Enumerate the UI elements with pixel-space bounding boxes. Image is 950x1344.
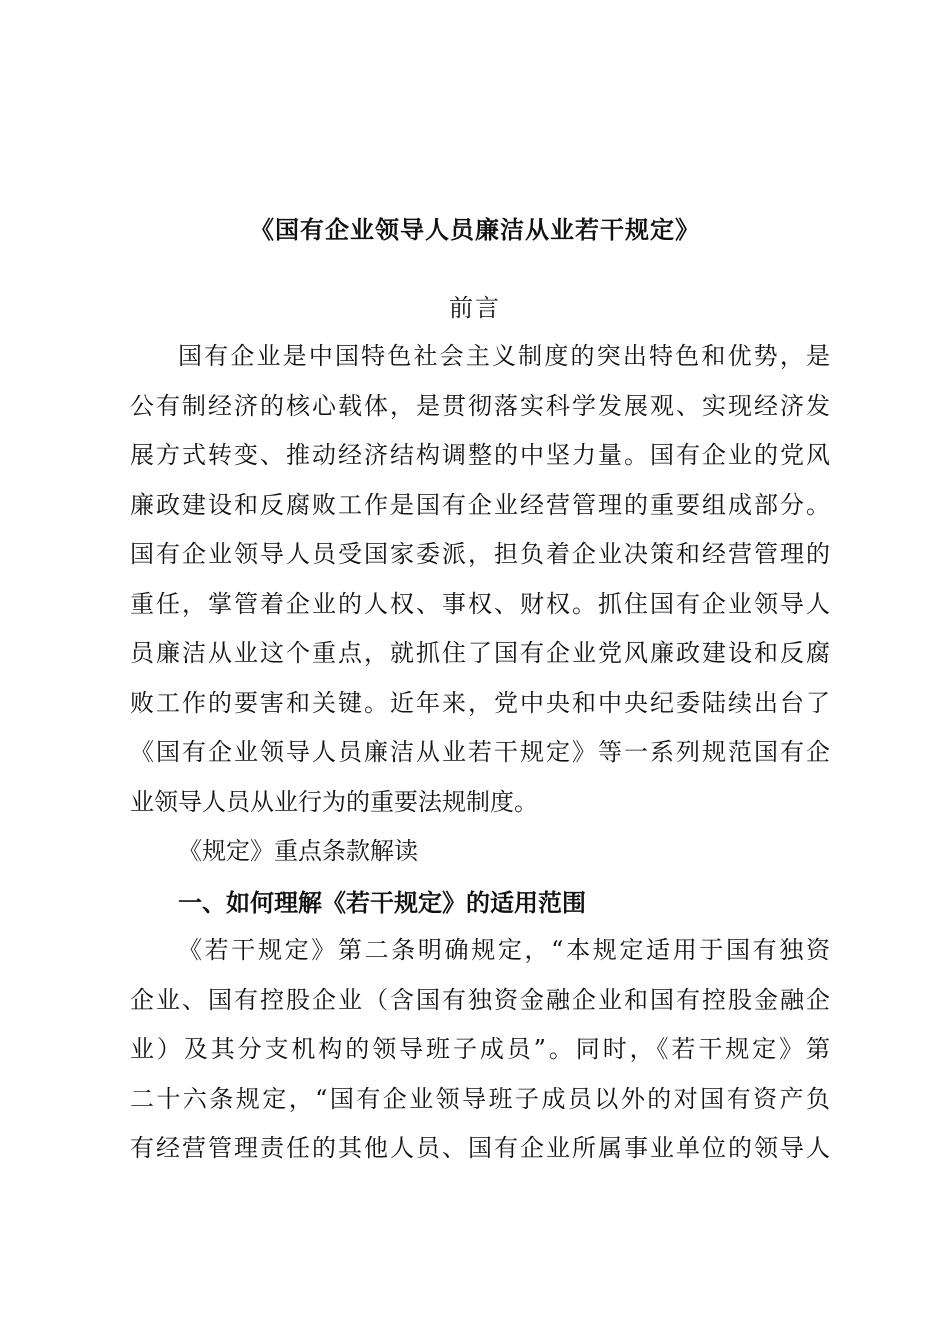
- preface-heading: 前言: [449, 294, 501, 322]
- subheading-text: 《规定》重点条款解读: [178, 837, 418, 865]
- paragraph-line: 二十六条规定，“国有企业领导班子成员以外的对国有资产负: [130, 1084, 830, 1113]
- paragraph-line: 国有企业领导人员受国家委派，担负着企业决策和经营管理的: [130, 540, 830, 568]
- paragraph-line: 展方式转变、推动经济结构调整的中坚力量。国有企业的党风: [130, 441, 830, 469]
- paragraph-line: 员廉洁从业这个重点，就抓住了国有企业党风廉政建设和反腐: [130, 639, 830, 667]
- paragraph-line: 《若干规定》第二条明确规定，“本规定适用于国有独资: [178, 936, 830, 964]
- paragraph-line: 《国有企业领导人员廉洁从业若干规定》等一系列规范国有企: [130, 738, 830, 766]
- document-title: 《国有企业领导人员廉洁从业若干规定》: [250, 215, 700, 244]
- paragraph-line: 有经营管理责任的其他人员、国有企业所属事业单位的领导人: [130, 1134, 830, 1162]
- paragraph-line: 公有制经济的核心载体，是贯彻落实科学发展观、实现经济发: [130, 391, 830, 420]
- paragraph-line: 企业、国有控股企业（含国有独资金融企业和国有控股金融企: [130, 985, 830, 1014]
- paragraph-line: 国有企业是中国特色社会主义制度的突出特色和优势，是: [178, 342, 830, 370]
- interpretation-subheading: [130, 827, 830, 877]
- section-heading: [130, 878, 830, 928]
- paragraph-line: 败工作的要害和关键。近年来，党中央和中央纪委陆续出台了: [130, 688, 830, 717]
- section-heading-text: 一、如何理解《若干规定》的适用范围: [178, 888, 586, 917]
- paragraph-line: 业领导人员从业行为的重要法规制度。: [130, 787, 538, 816]
- paragraph-line: 廉政建设和反腐败工作是国有企业经营管理的重要组成部分。: [130, 490, 830, 519]
- preface-paragraph: [130, 332, 830, 827]
- paragraph-line: 重任，掌管着企业的人权、事权、财权。抓住国有企业领导人: [130, 589, 830, 618]
- paragraph-line: 业）及其分支机构的领导班子成员”。同时，《若干规定》第: [130, 1035, 830, 1063]
- scope-paragraph: [130, 926, 830, 1174]
